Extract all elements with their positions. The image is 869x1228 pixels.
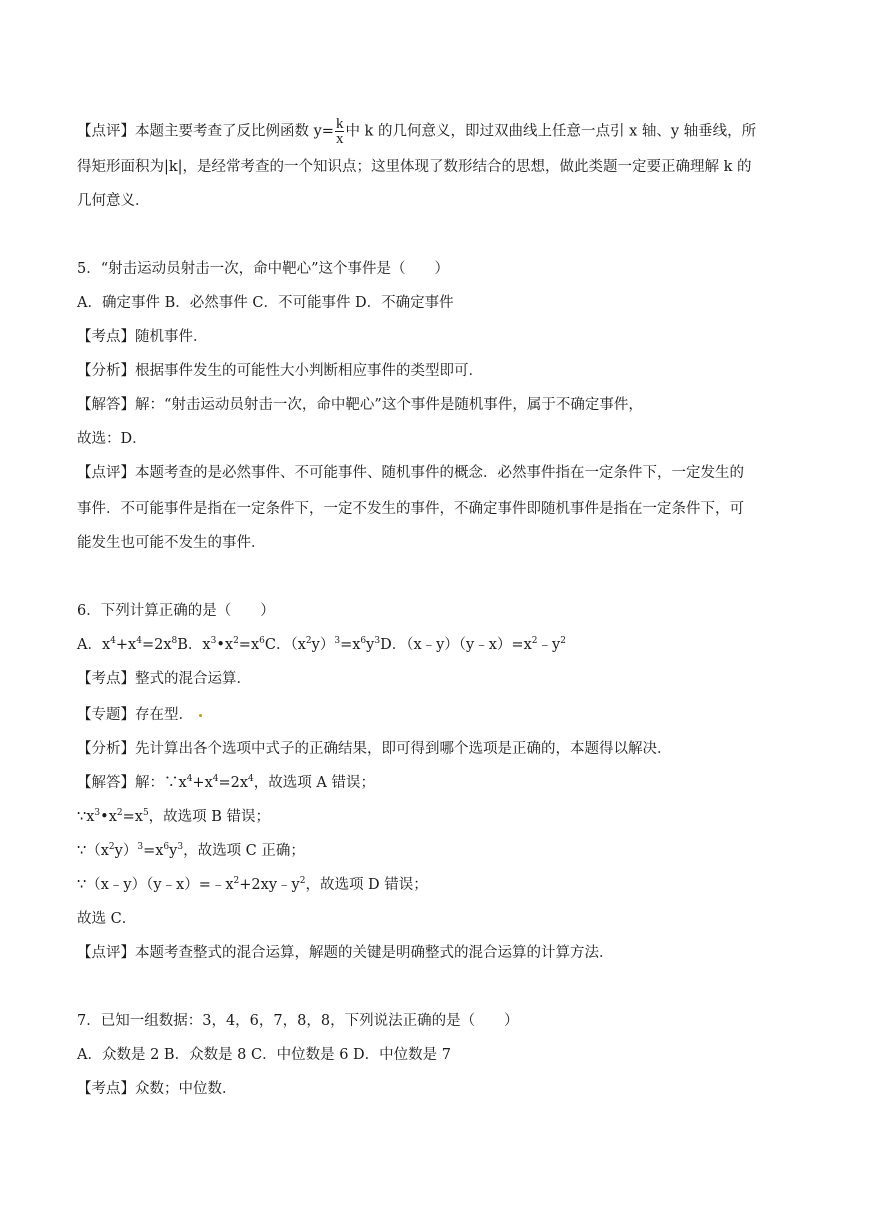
comment-text: 【点评】本题主要考查了反比例函数 y= — [77, 123, 334, 140]
fraction-numerator: k — [335, 116, 344, 132]
q7-options: A．众数是 2 B．众数是 8 C．中位数是 6 D．中位数是 7 — [77, 1047, 452, 1063]
q5-comment-line2: 事件．不可能事件是指在一定条件下，一定不发生的事件，不确定事件即随机事件是指在一定条件下，可 — [77, 501, 744, 517]
q6-fenxi: 【分析】先计算出各个选项中式子的正确结果，即可得到哪个选项是正确的，本题得以解决． — [77, 741, 672, 757]
q5-question: 5．“射击运动员射击一次，命中靶心”这个事件是（ ） — [77, 261, 450, 277]
q6-kaodian: 【考点】整式的混合运算． — [77, 671, 251, 687]
q7-question: 7．已知一组数据：3，4，6，7，8，8，下列说法正确的是（ ） — [77, 1013, 519, 1029]
q6-zhuanti: 【专题】存在型． — [77, 704, 797, 726]
q7-kaodian: 【考点】众数；中位数． — [77, 1081, 237, 1097]
q6-jieda-c: $\because(x^2y)^3=x^6y^3$，故选项 C 正确； — [77, 842, 305, 859]
fraction-denominator: x — [335, 131, 344, 147]
q5-comment-line1: 【点评】本题考查的是必然事件、不可能事件、随机事件的概念．必然事件指在一定条件下，一定发生的 — [77, 465, 744, 481]
q5-kaodian: 【考点】随机事件． — [77, 329, 208, 345]
p4-comment-line1 — [77, 117, 797, 146]
q5-comment-line3: 能发生也可能不发生的事件． — [77, 535, 266, 551]
q6-jieda-d: $\because(x﹣y)(y﹣x)=﹣x^2+2xy﹣y^2$，故选项 D 错误； — [77, 876, 428, 893]
q6-choose: 故选 C． — [77, 911, 137, 927]
q5-jieda: 【解答】解：“射击运动员射击一次，命中靶心”这个事件是随机事件，属于不确定事件， — [77, 397, 643, 413]
q5-choose: 故选：D． — [77, 431, 147, 447]
q6-question: 6．下列计算正确的是（ ） — [77, 603, 275, 619]
p4-comment-line3: 几何意义． — [77, 193, 150, 209]
q6-options: A．$x^4+x^4=2x^8B$．$x^3•x^2=x^6C$．$(x^2y)^3=x^6y^3D$．$(x﹣y)(y﹣x)=x^2﹣y^2$ — [77, 636, 566, 653]
fraction-k-over-x — [335, 117, 345, 146]
comment-text: 中 k 的几何意义，即过双曲线上任意一点引 x 轴、y 轴垂线，所 — [345, 123, 757, 140]
q5-options: A．确定事件 B．必然事件 C．不可能事件 D．不确定事件 — [77, 295, 454, 311]
q6-jieda-b: $\because x^3•x^2=x^5$，故选项 B 错误； — [77, 808, 271, 825]
q6-jieda-a: 【解答】解：$\because x^4+x^4=2x^4$，故选项 A 错误； — [77, 774, 375, 791]
q5-fenxi: 【分析】根据事件发生的可能性大小判断相应事件的类型即可． — [77, 363, 483, 379]
artifact-dot — [199, 714, 202, 717]
q6-comment: 【点评】本题考查整式的混合运算，解题的关键是明确整式的混合运算的计算方法． — [77, 945, 614, 961]
p4-comment-line2: 得矩形面积为|k|，是经常考查的一个知识点；这里体现了数形结合的思想，做此类题一定要正确理解 k 的 — [77, 159, 752, 175]
